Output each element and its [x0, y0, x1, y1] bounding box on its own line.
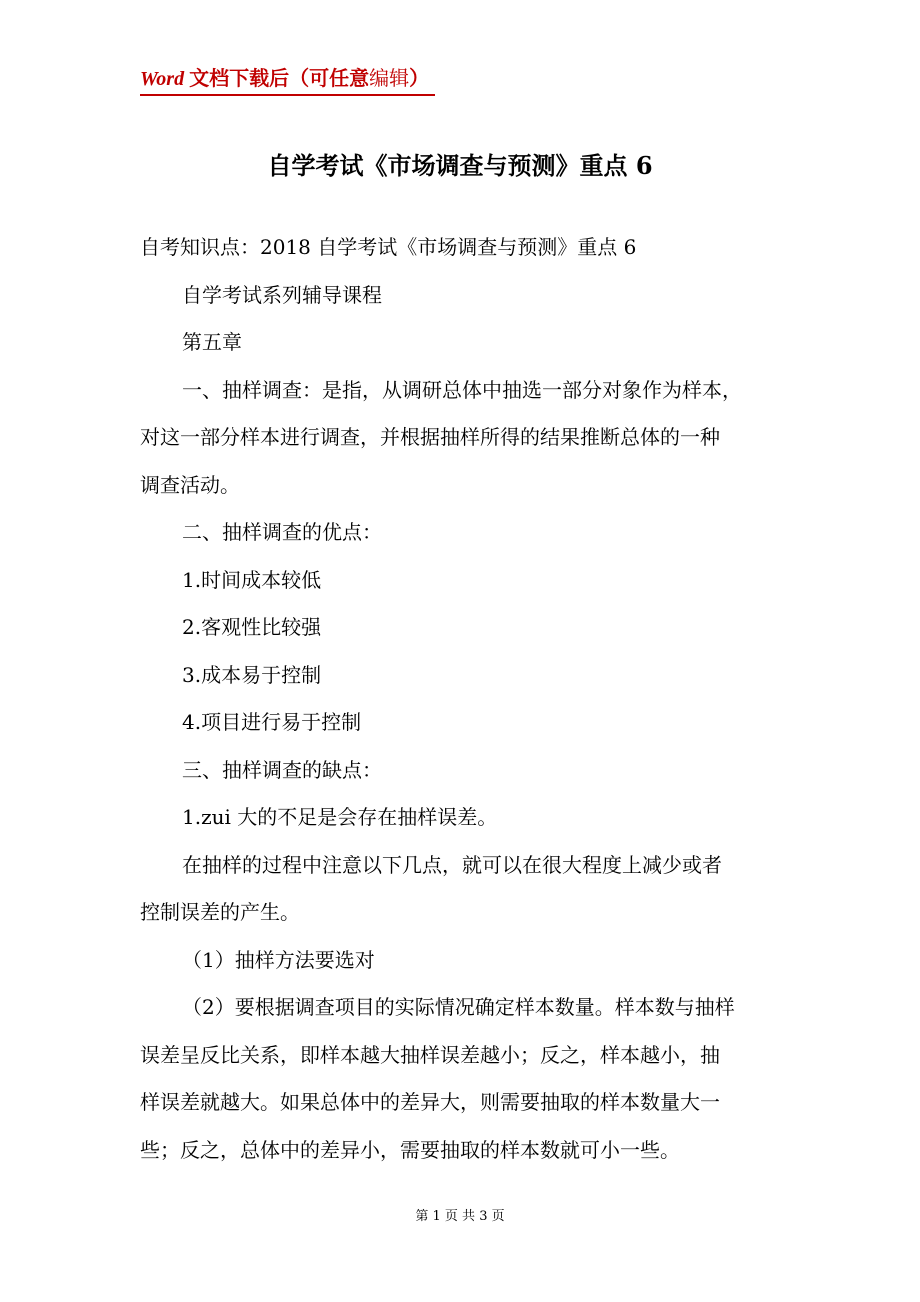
document-body — [140, 224, 780, 1174]
header-word-text: Word — [140, 68, 185, 90]
list-item: 1.zui 大的不足是会存在抽样误差。 — [182, 805, 498, 829]
list-item: 3.成本易于控制 — [182, 662, 322, 687]
list-item: （2）要根据调查项目的实际情况确定样本数量。样本数与抽样 — [182, 995, 735, 1019]
body-line: 调查活动。 — [140, 472, 240, 497]
list-item: 4.项目进行易于控制 — [182, 710, 362, 734]
section-heading: 二、抽样调查的优点： — [182, 520, 382, 544]
download-header-banner[interactable] — [140, 66, 435, 96]
body-line: 一、抽样调查：是指，从调研总体中抽选一部分对象作为样本， — [182, 377, 742, 402]
body-line: 样误差就越大。如果总体中的差异大，则需要抽取的样本数量大一 — [140, 1090, 720, 1114]
list-item: 1.时间成本较低 — [182, 567, 322, 592]
chapter-heading: 第五章 — [182, 330, 242, 354]
header-bold-text: 文档下载后（可任意 — [184, 68, 370, 90]
list-item: （1）抽样方法要选对 — [182, 947, 375, 972]
body-line: 自考知识点：2018 自学考试《市场调查与预测》重点 6 — [140, 235, 637, 259]
header-light-text: 编辑 — [369, 68, 410, 90]
body-line: 控制误差的产生。 — [140, 900, 300, 924]
body-line: 对这一部分样本进行调查，并根据抽样所得的结果推断总体的一种 — [140, 425, 720, 449]
header-end-text: ） — [409, 68, 430, 90]
body-line: 自学考试系列辅导课程 — [182, 282, 382, 307]
body-line: 误差呈反比关系，即样本越大抽样误差越小；反之，样本越小，抽 — [140, 1042, 720, 1067]
body-line: 些；反之，总体中的差异小，需要抽取的样本数就可小一些。 — [140, 1137, 680, 1162]
list-item: 2.客观性比较强 — [182, 615, 322, 639]
section-heading: 三、抽样调查的缺点： — [182, 757, 382, 782]
document-title: 自学考试《市场调查与预测》重点 6 — [267, 151, 653, 180]
body-line: 在抽样的过程中注意以下几点，就可以在很大程度上减少或者 — [182, 852, 722, 877]
page-number-footer: 第 1 页 共 3 页 — [415, 1209, 505, 1224]
